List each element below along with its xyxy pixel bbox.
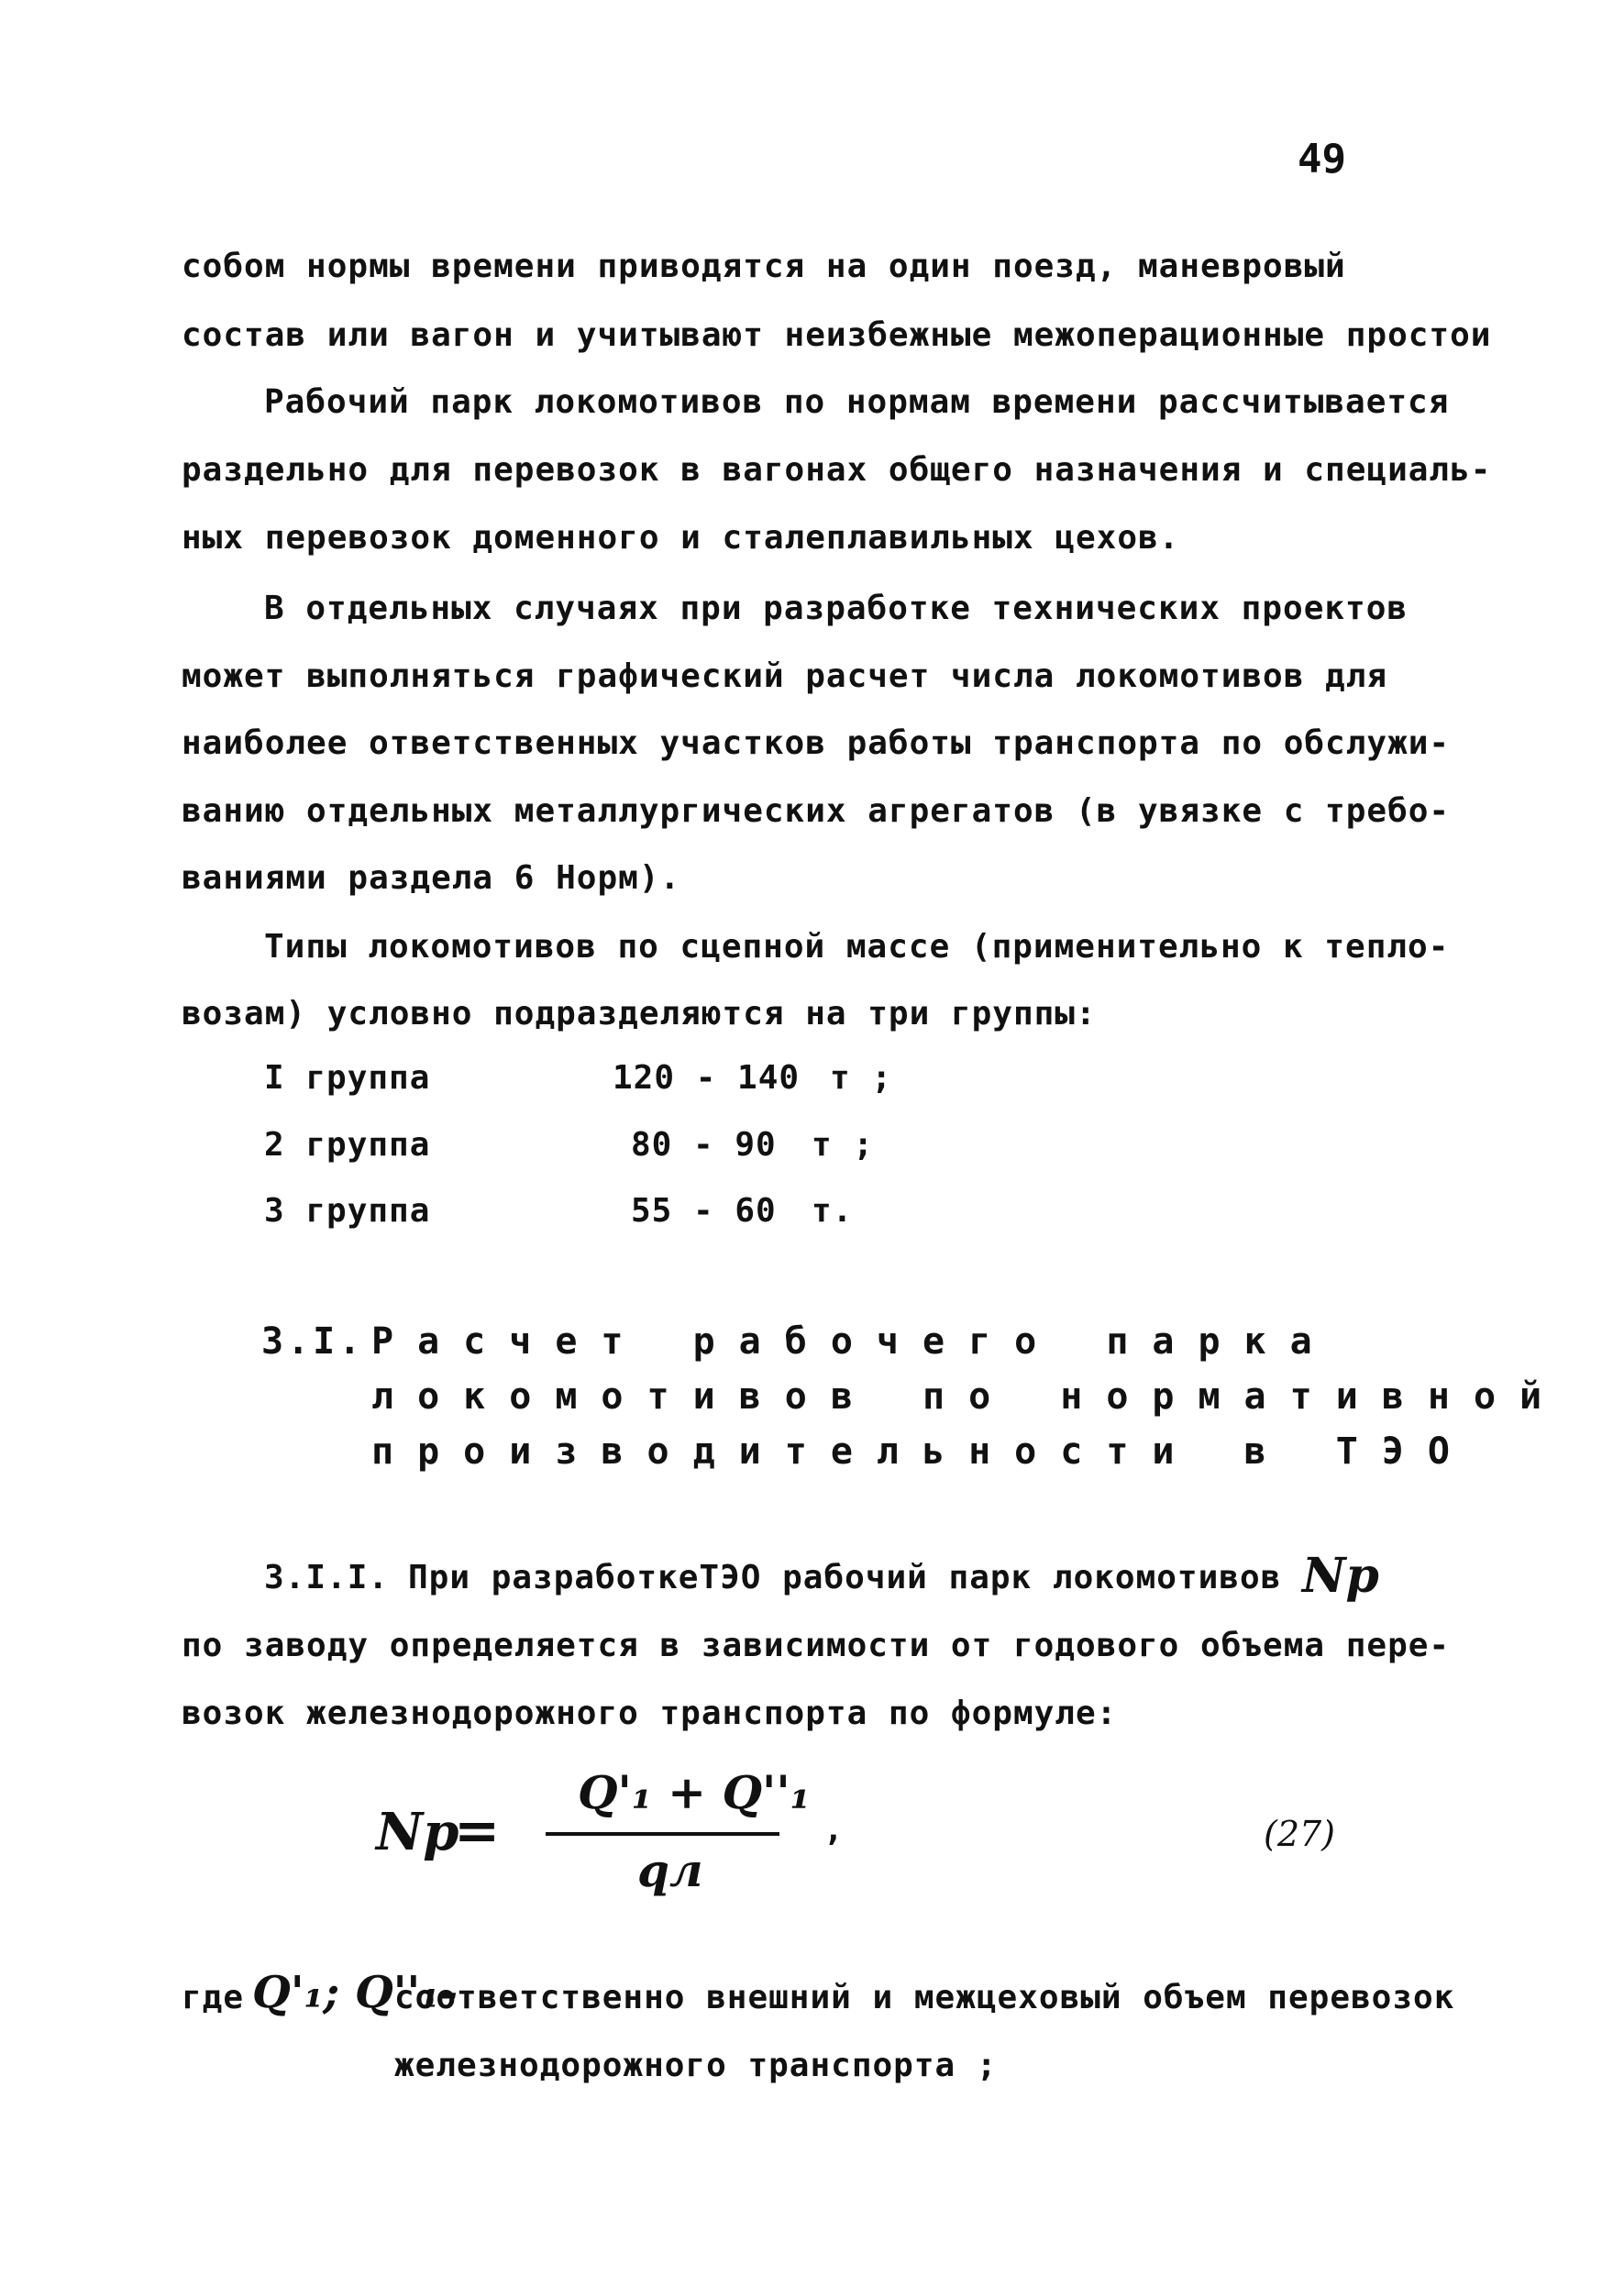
group-name: 2 группа <box>264 1126 431 1164</box>
group-range: 55 - 60 <box>631 1192 777 1230</box>
group-range: 120 - 140 <box>613 1059 801 1097</box>
group-unit: т ; <box>812 1126 875 1164</box>
group-unit: т ; <box>830 1059 893 1097</box>
paragraph-line: В отдельных случаях при разработке технических проектов <box>264 590 1409 627</box>
paragraph-line: Типы локомотивов по сцепной массе (применительно к тепло- <box>264 928 1450 966</box>
subsection-line: по заводу определяется в зависимости от годового объема пере- <box>182 1627 1451 1664</box>
paragraph-line: Рабочий парк локомотивов по нормам времени рассчитывается <box>264 383 1450 421</box>
paragraph-line: может выполняться графический расчет числа локомотивов для <box>182 657 1388 695</box>
paragraph-line: ваниями раздела 6 Норм). <box>182 859 681 897</box>
formula-denominator: qл <box>637 1843 703 1897</box>
section-number: 3.I. <box>261 1320 365 1363</box>
group-unit: т. <box>812 1192 854 1230</box>
formula-lhs: Np <box>376 1802 459 1862</box>
subsection-line: возок железнодорожного транспорта по формуле: <box>182 1695 1118 1732</box>
fraction-bar <box>546 1832 779 1836</box>
np-symbol: Np <box>1302 1548 1379 1604</box>
section-title-line: производительности в ТЭО <box>371 1430 1474 1473</box>
subsection-number: 3.I.I. <box>264 1559 390 1596</box>
where-line: железнодорожного транспорта ; <box>394 2047 998 2084</box>
page-number: 49 <box>1298 136 1346 182</box>
paragraph-line: состав или вагон и учитывают неизбежные межоперационные простои <box>182 316 1492 354</box>
paragraph-line: ванию отдельных металлургических агрегатов (в увязке с требо- <box>182 792 1451 830</box>
paragraph-line: ных перевозок доменного и сталеплавильных цехов. <box>182 519 1180 557</box>
where-prefix: где <box>182 1979 245 2016</box>
paragraph-line: наиболее ответственных участков работы транспорта по обслужи- <box>182 724 1451 762</box>
paragraph-line: раздельно для перевозок в вагонах общего назначения и специаль- <box>182 451 1492 489</box>
formula-numerator: Q'₁ + Q''₁ <box>578 1765 811 1819</box>
where-symbols: Q'₁; Q''₁- <box>252 1967 458 2018</box>
section-title-line: локомотивов по нормативной <box>371 1375 1566 1418</box>
section-title-line: Расчет рабочего парка <box>371 1320 1336 1363</box>
group-name: I группа <box>264 1059 431 1097</box>
where-line: соответственно внешний и межцеховый объем перевозок <box>394 1979 1455 2016</box>
paragraph-line: возам) условно подразделяются на три группы: <box>182 995 1097 1033</box>
subsection-line: При разработкеТЭО рабочий парк локомотивов <box>408 1559 1282 1596</box>
paragraph-line: собом нормы времени приводятся на один поезд, маневровый <box>182 248 1346 285</box>
formula-number: (27) <box>1264 1814 1336 1854</box>
group-name: 3 группа <box>264 1192 431 1230</box>
group-range: 80 - 90 <box>631 1126 777 1164</box>
formula-equals: = <box>454 1799 501 1863</box>
formula-comma: , <box>823 1811 845 1849</box>
